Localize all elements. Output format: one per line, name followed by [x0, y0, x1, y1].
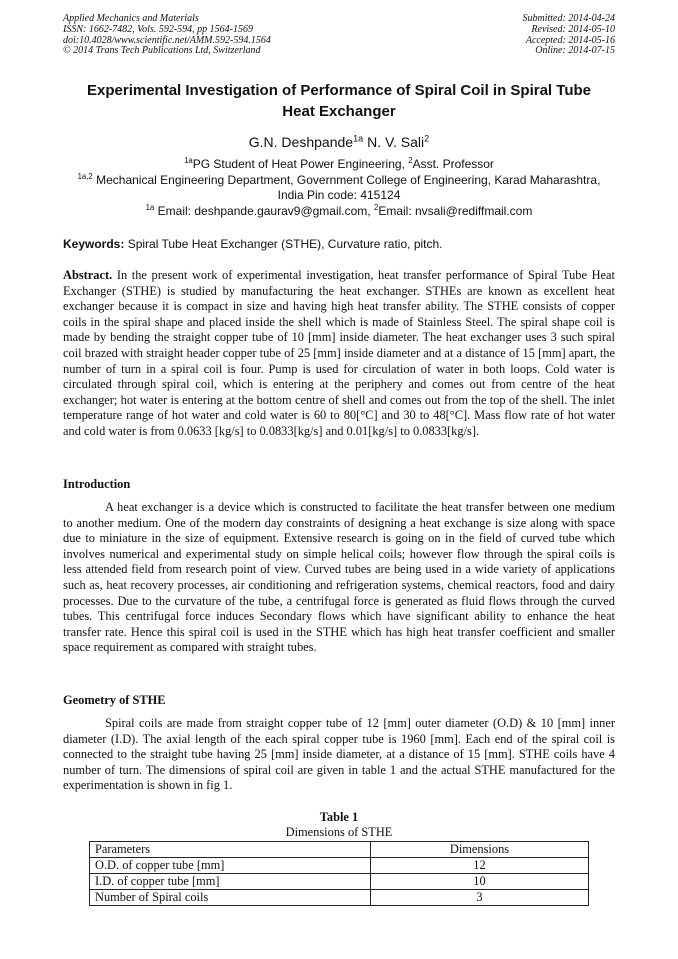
affiliation-mark: 1a [145, 202, 155, 212]
affiliation-line-2 [40, 173, 638, 189]
abstract [63, 268, 615, 440]
journal-copyright: © 2014 Trans Tech Publications Ltd, Switzerland [63, 45, 261, 57]
date-revised: Revised: 2014-05-10 [531, 23, 615, 35]
affiliation-mark: 2 [373, 202, 379, 212]
paper-title [50, 80, 628, 122]
affiliation-text: Mechanical Engineering Department, Government College of Engineering, Karad Maharashtra, [92, 172, 601, 187]
author-list [0, 133, 678, 151]
paper-title-line-2: Heat Exchanger [282, 103, 396, 120]
journal-issn: ISSN: 1662-7482, Vols. 592-594, pp 1564-1569 [63, 23, 253, 35]
author-1-name: G.N. Deshpande [248, 134, 354, 150]
author-2-affiliation-mark: 2 [424, 133, 430, 144]
keywords-label: Keywords: [63, 237, 125, 251]
affiliation-mark: 1a,2 [77, 171, 93, 181]
author-2-name: N. V. Sali [363, 134, 425, 150]
table-caption: Table 1 [319, 810, 359, 824]
journal-doi: doi:10.4028/www.scientific.net/AMM.592-594.1564 [63, 34, 271, 46]
abstract-label: Abstract. [63, 268, 113, 282]
paper-title-line-1: Experimental Investigation of Performance of Spiral Coil in Spiral Tube [87, 82, 591, 99]
dimensions-table [89, 841, 589, 906]
journal-info-header [63, 14, 271, 57]
affiliation-text: Asst. Professor [412, 157, 494, 171]
journal-name: Applied Mechanics and Materials [63, 13, 199, 24]
affiliation-line-3: India Pin code: 415124 [277, 188, 401, 202]
table-row [90, 890, 589, 906]
date-online: Online: 2014-07-15 [535, 45, 615, 57]
affiliations [40, 157, 638, 219]
table-row [90, 858, 589, 874]
affiliation-mark: 2 [408, 156, 413, 165]
table-header-row [90, 842, 589, 858]
introduction-heading: Introduction [63, 477, 131, 491]
introduction-paragraph: A heat exchanger is a device which is constructed to facilitate the heat transfer between one medium to another medium. One of the modern day constraints of designing a heat exchange is size along with space due to miniature in the size of equipment. Extensive research is going on in the field of curved tube which involves numerical and experimental study on simple helical coils; however flow through the spiral coils is less attended field from research point of view. Curved tubes are being used in a wide variety of applications such as, heat recovery processes, air conditioning and refrigeration systems, chemical reactors, food and dairy processes. Due to the curvature of the tube, a centrifugal force is generated as fluid flows through the curved tubes. This centrifugal force induces Secondary flows which have significant ability to enhance the heat transfer rate. Hence this spiral coil is used in the STHE which has high heat transfer coefficient and smaller space requirement as compared with straight tubes. [63, 500, 615, 655]
table-cell-parameter: Number of Spiral coils [90, 890, 371, 906]
table-cell-dimension: 10 [371, 874, 589, 890]
table-subcaption: Dimensions of STHE [285, 825, 393, 839]
date-accepted: Accepted: 2014-05-16 [525, 34, 615, 46]
keywords [63, 237, 615, 252]
author-1-affiliation-mark: 1a [353, 133, 364, 144]
affiliation-emails [40, 204, 638, 220]
table-header-cell: Dimensions [371, 842, 589, 858]
author-1-email: Email: deshpande.gaurav9@gmail.com, [154, 203, 374, 218]
table-cell-parameter: I.D. of copper tube [mm] [90, 874, 371, 890]
date-submitted: Submitted: 2014-04-24 [522, 13, 615, 24]
table-cell-dimension: 3 [371, 890, 589, 906]
geometry-paragraph: Spiral coils are made from straight copper tube of 12 [mm] outer diameter (O.D) & 10 [mm] inner diameter (I.D). The axial length of the each spiral copper tube is 1960 [mm]. Each end of the spiral coil is connected to the straight tube having 25 [mm] inside diameter, at a distance of 15 [mm]. STHE coils have 4 number of turn. The dimensions of spiral coil are given in table 1 and the actual STHE manufactured for the experimentation is shown in fig 1. [63, 716, 615, 793]
affiliation-text: PG Student of Heat Power Engineering, [192, 157, 409, 171]
table-row [90, 874, 589, 890]
author-2-email: Email: nvsali@rediffmail.com [378, 203, 533, 218]
table-cell-parameter: O.D. of copper tube [mm] [90, 858, 371, 874]
affiliation-line-1 [40, 157, 638, 173]
table-cell-dimension: 12 [371, 858, 589, 874]
abstract-text: In the present work of experimental investigation, heat transfer performance of Spiral Tube Heat Exchanger (STHE) is studied by manufacturing the heat exchanger. STHEs are known as excellent heat exchanger because it is compact in size and having high heat transfer ability. The STHE consists of copper coils in the spiral shape and placed inside the shell which is made of Stainless Steel. The spiral shape coil is made by bending the straight copper tube of 10 [mm] inside diameter. The heat exchanger uses 3 such spiral coil brazed with straight header copper tube of 25 [mm] inside diameter and at a distance of 15 [mm] apart, the number of turn in a spiral coil is four. Pump is used for circulation of water in both loops. Cold water is circulated through spiral coil, which is entering at the periphery and comes out from centre of the heat exchanger; hot water is entering at the bottom centre of shell and comes out from the top of the shell. The inlet temperature range of hot water and cold water is 60 to 80[°C] and 30 to 48[°C]. Mass flow rate of hot water and cold water is from 0.0633 [kg/s] to 0.0833[kg/s] and 0.01[kg/s] to 0.0833[kg/s]. [63, 268, 615, 438]
affiliation-mark: 1a [184, 156, 193, 165]
table-header-cell: Parameters [90, 842, 371, 858]
geometry-heading: Geometry of STHE [63, 693, 166, 707]
keywords-text: Spiral Tube Heat Exchanger (STHE), Curvature ratio, pitch. [124, 237, 443, 251]
submission-dates-header [523, 14, 616, 57]
